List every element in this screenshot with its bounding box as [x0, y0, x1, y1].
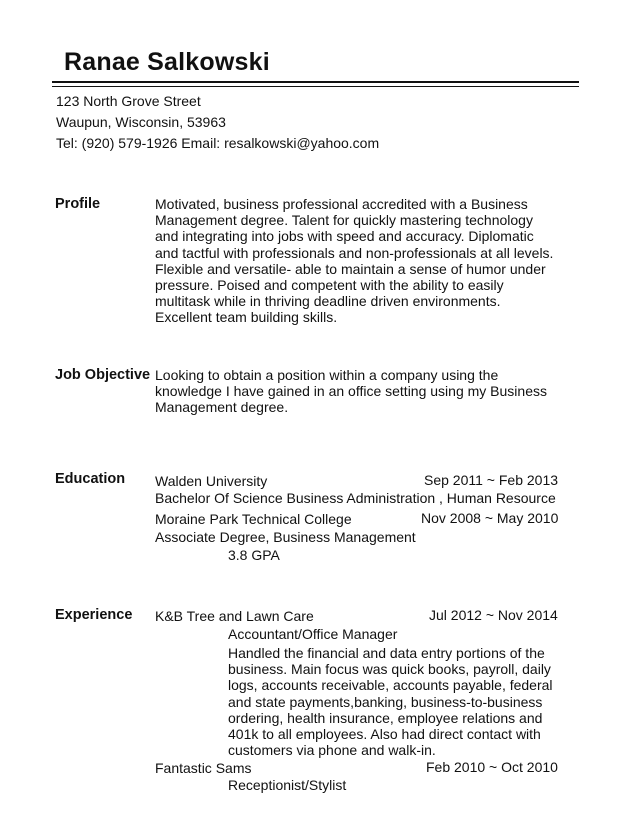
- job-description-line: and state payments,banking, business-to-business: [228, 693, 543, 710]
- job-employer: Fantastic Sams: [155, 760, 252, 776]
- education-school: Walden University: [155, 473, 268, 489]
- header-rule-thin: [52, 86, 579, 87]
- objective-text: [155, 367, 547, 416]
- education-dates: Sep 2011 ~ Feb 2013: [424, 472, 559, 488]
- job-description-line: Handled the financial and data entry portions of the: [228, 645, 545, 661]
- job-description: [228, 645, 553, 758]
- profile-line: Excellent team building skills.: [155, 309, 338, 326]
- job-dates: Feb 2010 ~ Oct 2010: [426, 759, 558, 775]
- section-label-objective: Job Objective: [55, 367, 151, 383]
- profile-line: Management degree. Talent for quickly mastering technology: [155, 212, 533, 229]
- profile-line: pressure. Poised and competent with the ability to easily: [155, 277, 504, 294]
- profile-line: Motivated, business professional accredited with a Business: [155, 196, 528, 212]
- job-description-line: business. Main focus was quick books, payroll, daily: [228, 661, 551, 678]
- profile-line: and integrating into jobs with speed and accuracy. Diplomatic: [155, 228, 534, 245]
- job-description-line: 401k to all employees. Also had direct contact with: [228, 726, 541, 743]
- profile-line: multitask while in thriving deadline driven environments.: [155, 293, 501, 310]
- profile-line: and tactful with professionals and non-professionals at all levels.: [155, 244, 554, 261]
- profile-line: Flexible and versatile- able to maintain a sense of humor under: [155, 260, 546, 277]
- job-description-line: logs, accounts receivable, accounts payable, federal: [228, 677, 553, 694]
- job-title: Receptionist/Stylist: [228, 777, 347, 793]
- section-label-profile: Profile: [55, 196, 101, 212]
- address-line-1: 123 North Grove Street: [56, 93, 201, 109]
- education-degree: Bachelor Of Science Business Administration , Human Resource: [155, 490, 556, 506]
- job-employer: K&B Tree and Lawn Care: [155, 608, 314, 624]
- objective-line: Looking to obtain a position within a company using the: [155, 367, 499, 383]
- job-description-line: customers via phone and walk-in.: [228, 742, 436, 759]
- header-rule-thick: [52, 81, 579, 83]
- objective-line: knowledge I have gained in an office setting using my Business: [155, 383, 547, 400]
- education-school: Moraine Park Technical College: [155, 511, 352, 527]
- education-degree: Associate Degree, Business Management: [155, 529, 416, 545]
- section-label-experience: Experience: [55, 607, 133, 623]
- contact-line: Tel: (920) 579-1926 Email: resalkowski@yahoo.com: [56, 135, 380, 151]
- job-title: Accountant/Office Manager: [228, 626, 398, 642]
- job-dates: Jul 2012 ~ Nov 2014: [429, 607, 558, 623]
- resume-name: Ranae Salkowski: [64, 48, 270, 76]
- section-label-education: Education: [55, 471, 126, 487]
- job-description-line: ordering, health insurance, employee relations and: [228, 709, 543, 726]
- education-gpa: 3.8 GPA: [228, 547, 280, 563]
- objective-line: Management degree.: [155, 399, 289, 416]
- address-line-2: Waupun, Wisconsin, 53963: [56, 114, 226, 130]
- education-dates: Nov 2008 ~ May 2010: [421, 510, 559, 526]
- profile-text: [155, 196, 553, 326]
